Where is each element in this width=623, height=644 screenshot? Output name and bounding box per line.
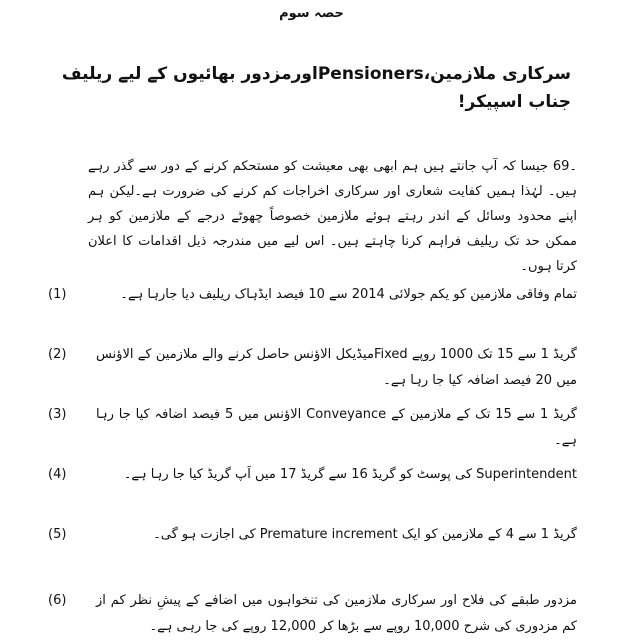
heading-speaker-address: جناب اسپیکر! xyxy=(457,92,571,112)
list-item-number: (2) xyxy=(48,347,67,362)
list-item-number: (1) xyxy=(48,287,67,302)
list-item xyxy=(50,402,577,454)
list-item xyxy=(50,588,577,640)
intro-paragraph-number: 69۔ xyxy=(552,159,577,174)
intro-paragraph xyxy=(88,154,577,279)
list-item xyxy=(50,522,577,548)
list-item-text: تمام وفاقی ملازمین کو یکم جولائی 2014 سے 10 فیصد ایڈہاک ریلیف دیا جارہا ہے۔ xyxy=(120,287,577,302)
heading-relief-title: سرکاری ملازمین،Pensionersاورمزدور بھائیوں کے لیے ریلیف xyxy=(61,64,571,84)
list-item-text: مزدور طبقے کی فلاح اور سرکاری ملازمین کی تنخواہوں میں اضافے کے پیشِ نظر کم از کم مزدوری کی شرح 10,000 روپے سے بڑھا کر 12,000 روپے کی جا رہی ہے۔ xyxy=(96,593,577,634)
section-title: حصہ سوم xyxy=(279,6,344,21)
list-item-text: گریڈ 1 سے 4 کے ملازمین کو ایک Premature increment کی اجازت ہو گی۔ xyxy=(153,527,577,542)
list-item-number: (6) xyxy=(48,593,67,608)
list-item-number: (5) xyxy=(48,527,67,542)
list-item-number: (4) xyxy=(48,467,67,482)
list-item-text: گریڈ 1 سے 15 تک 1000 روپے Fixedمیڈیکل الاؤنس حاصل کرنے والے ملازمین کے الاؤنس میں 20 فیصد اضافہ کیا جا رہا ہے۔ xyxy=(96,347,577,388)
list-item-text: گریڈ 1 سے 15 تک کے ملازمین کے Conveyance الاؤنس میں 5 فیصد اضافہ کیا جا رہا ہے۔ xyxy=(96,407,577,448)
list-item xyxy=(50,282,577,308)
list-item-number: (3) xyxy=(48,407,67,422)
list-item xyxy=(50,462,577,488)
list-item-text: Superintendent کی پوسٹ کو گریڈ 16 سے گریڈ 17 میں اَپ گریڈ کیا جا رہا ہے۔ xyxy=(123,467,577,482)
intro-paragraph-text: جیسا کہ آپ جانتے ہیں ہم ابھی بھی معیشت کو مستحکم کرنے کے دور سے گذر رہے ہیں۔ لہٰذا ہمیں کفایت شعاری اور سرکاری اخراجات کم کرنے کی ضرورت ہے۔لیکن ہم اپنے محدود وسائل کے اندر رہتے ہوئے ملازمین خصوصاً چھوٹے درجے کے ملازمین کو ہر ممکن حد تک ریلیف فراہم کرنا چاہتے ہیں۔ اس لیے میں مندرجہ ذیل اقدامات کا اعلان کرتا ہوں۔ xyxy=(88,159,577,274)
list-item xyxy=(50,342,577,394)
